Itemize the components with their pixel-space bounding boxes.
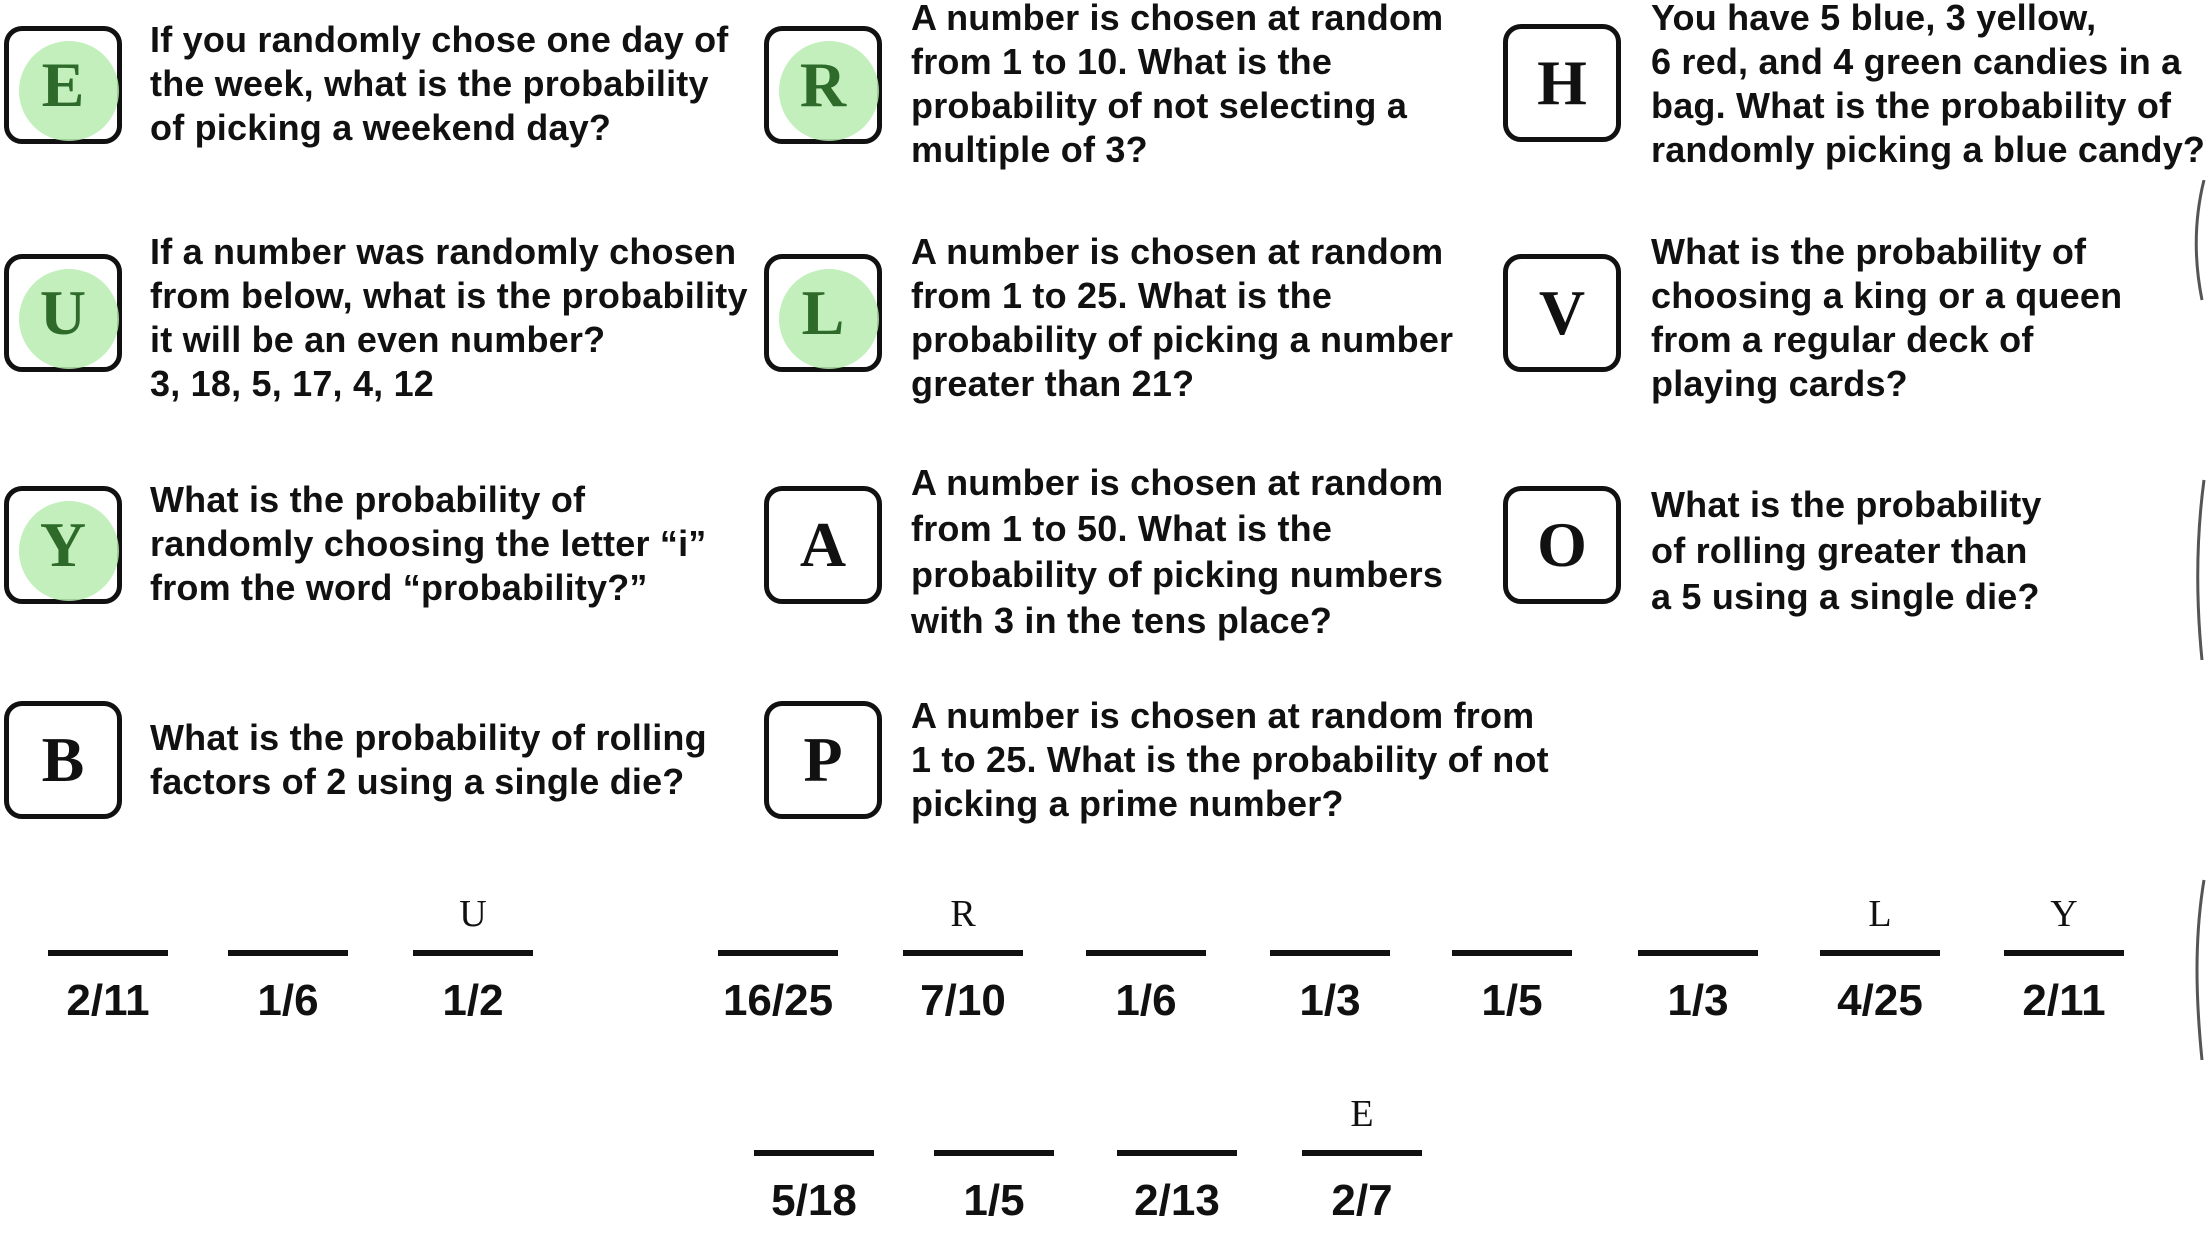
letter-box-l bbox=[764, 254, 882, 372]
question-line: What is the probability of bbox=[1651, 231, 2087, 272]
letter-box-o bbox=[1503, 486, 1621, 604]
answer-fraction: 5/18 bbox=[771, 1176, 857, 1225]
question-text bbox=[150, 716, 707, 804]
question-line: from a regular deck of bbox=[1651, 319, 2034, 360]
question-line: the week, what is the probability bbox=[150, 63, 709, 104]
question-line: probability of not selecting a bbox=[911, 85, 1408, 126]
card-letter: O bbox=[1537, 509, 1587, 580]
answer-line bbox=[1820, 950, 1940, 956]
question-line: from below, what is the probability bbox=[150, 275, 748, 316]
question-line: it will be an even number? bbox=[150, 319, 606, 360]
card-letter: U bbox=[39, 277, 87, 348]
question-line: What is the probability bbox=[1651, 484, 2042, 525]
card-letter: E bbox=[41, 49, 85, 120]
answer-fraction: 2/13 bbox=[1134, 1176, 1220, 1225]
answer-fraction: 16/25 bbox=[722, 976, 834, 1025]
card-letter: B bbox=[41, 724, 85, 795]
question-text bbox=[911, 0, 1443, 172]
answer-fraction: 2/7 bbox=[1331, 1176, 1393, 1225]
question-text bbox=[150, 230, 748, 406]
filled-letter: R bbox=[950, 893, 976, 935]
question-line: factors of 2 using a single die? bbox=[150, 761, 685, 802]
answer-fraction: 7/10 bbox=[920, 976, 1006, 1025]
question-line: of picking a weekend day? bbox=[150, 107, 612, 148]
letter-box-a bbox=[764, 486, 882, 604]
question-line: greater than 21? bbox=[911, 363, 1195, 404]
question-text bbox=[150, 478, 706, 610]
question-line: with 3 in the tens place? bbox=[911, 600, 1333, 641]
filled-letter: Y bbox=[2050, 893, 2078, 935]
question-line: 6 red, and 4 green candies in a bbox=[1651, 41, 2182, 82]
answer-line bbox=[718, 950, 838, 956]
question-line: A number is chosen at random bbox=[911, 0, 1444, 38]
answer-line bbox=[1638, 950, 1758, 956]
card-letter: V bbox=[1538, 277, 1586, 348]
answer-line bbox=[903, 950, 1023, 956]
letter-box-b bbox=[4, 701, 122, 819]
page-edge-decoration bbox=[2190, 180, 2206, 1180]
answer-fraction: 2/11 bbox=[66, 976, 150, 1025]
answer-fraction: 1/2 bbox=[442, 976, 504, 1025]
answer-line bbox=[413, 950, 533, 956]
question-line: from 1 to 25. What is the bbox=[911, 275, 1333, 316]
card-letter: Y bbox=[39, 509, 87, 580]
question-text bbox=[150, 18, 729, 150]
question-line: 1 to 25. What is the probability of not bbox=[911, 739, 1549, 780]
question-text bbox=[911, 230, 1453, 406]
question-line: multiple of 3? bbox=[911, 129, 1148, 170]
card-letter: A bbox=[799, 509, 847, 580]
letter-box-u bbox=[4, 254, 122, 372]
answer-line bbox=[1086, 950, 1206, 956]
question-line: a 5 using a single die? bbox=[1651, 576, 2040, 617]
letter-box-r bbox=[764, 26, 882, 144]
question-line: playing cards? bbox=[1651, 363, 1908, 404]
letter-box-e bbox=[4, 26, 122, 144]
answer-fraction: 1/3 bbox=[1667, 976, 1729, 1025]
letter-box-v bbox=[1503, 254, 1621, 372]
question-line: from 1 to 50. What is the bbox=[911, 508, 1333, 549]
answer-fraction: 1/6 bbox=[1115, 976, 1177, 1025]
card-letter: H bbox=[1537, 47, 1587, 118]
card-letter: L bbox=[801, 277, 845, 348]
answer-fraction: 2/11 bbox=[2022, 976, 2106, 1025]
answer-fraction: 1/5 bbox=[1481, 976, 1543, 1025]
question-line: A number is chosen at random bbox=[911, 462, 1444, 503]
question-line: probability of picking a number bbox=[911, 319, 1454, 360]
question-line: randomly picking a blue candy? bbox=[1651, 129, 2206, 170]
question-line: If you randomly chose one day of bbox=[150, 19, 729, 60]
answer-line bbox=[754, 1150, 874, 1156]
question-text bbox=[911, 460, 1443, 644]
answer-fraction: 1/3 bbox=[1299, 976, 1361, 1025]
question-line: probability of picking numbers bbox=[911, 554, 1444, 595]
letter-box-p bbox=[764, 701, 882, 819]
card-letter: R bbox=[799, 49, 847, 120]
question-line: randomly choosing the letter “i” bbox=[150, 523, 707, 564]
question-line: What is the probability of rolling bbox=[150, 717, 707, 758]
answer-line bbox=[1302, 1150, 1422, 1156]
question-line: If a number was randomly chosen bbox=[150, 231, 737, 272]
question-text bbox=[1651, 0, 2205, 172]
question-line: 3, 18, 5, 17, 4, 12 bbox=[150, 363, 435, 404]
answer-fraction: 1/5 bbox=[963, 1176, 1025, 1225]
letter-box-y bbox=[4, 486, 122, 604]
question-line: What is the probability of bbox=[150, 479, 586, 520]
question-line: choosing a king or a queen bbox=[1651, 275, 2123, 316]
question-line: of rolling greater than bbox=[1651, 530, 2028, 571]
question-line: You have 5 blue, 3 yellow, bbox=[1651, 0, 2097, 38]
question-text bbox=[1651, 482, 2042, 620]
answer-line bbox=[228, 950, 348, 956]
question-line: picking a prime number? bbox=[911, 783, 1344, 824]
question-line: bag. What is the probability of bbox=[1651, 85, 2172, 126]
answer-line bbox=[48, 950, 168, 956]
answer-line bbox=[1117, 1150, 1237, 1156]
question-line: from the word “probability?” bbox=[150, 567, 648, 608]
answer-line bbox=[934, 1150, 1054, 1156]
answer-fraction: 4/25 bbox=[1837, 976, 1923, 1025]
question-line: A number is chosen at random bbox=[911, 231, 1444, 272]
card-letter: P bbox=[803, 724, 843, 795]
question-text bbox=[1651, 230, 2122, 406]
question-line: from 1 to 10. What is the bbox=[911, 41, 1333, 82]
filled-letter: L bbox=[1868, 893, 1892, 935]
answer-line bbox=[1270, 950, 1390, 956]
answer-line bbox=[1452, 950, 1572, 956]
filled-letter: E bbox=[1350, 1093, 1374, 1135]
answer-fraction: 1/6 bbox=[257, 976, 319, 1025]
question-line: A number is chosen at random from bbox=[911, 695, 1535, 736]
letter-box-h bbox=[1503, 24, 1621, 142]
answer-line bbox=[2004, 950, 2124, 956]
question-text bbox=[911, 694, 1549, 826]
filled-letter: U bbox=[459, 893, 487, 935]
